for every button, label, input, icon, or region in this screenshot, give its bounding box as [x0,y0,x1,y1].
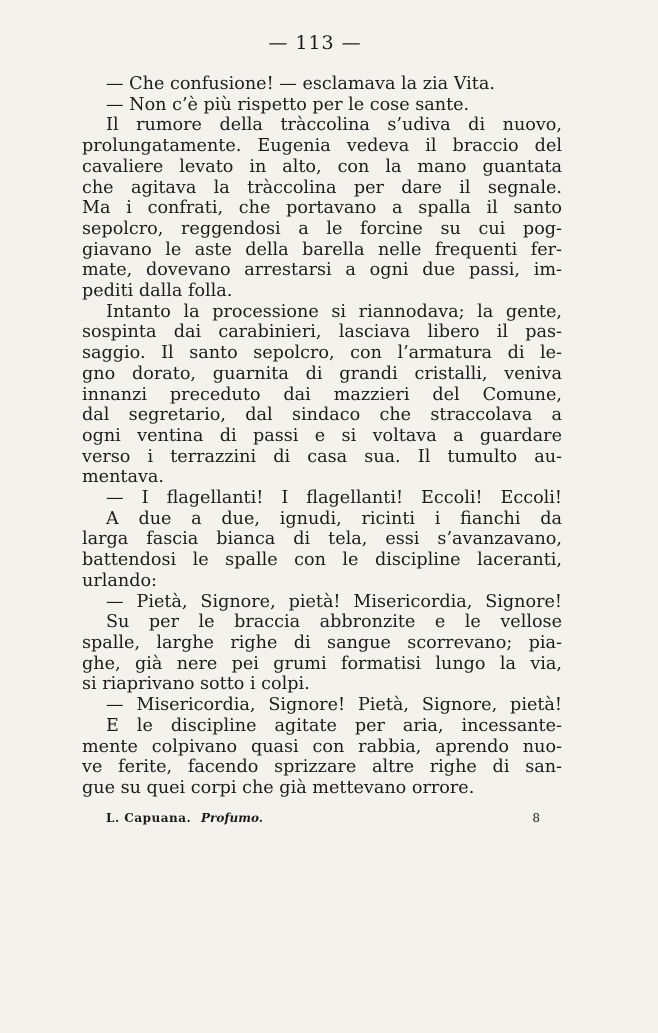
text-line: sospinta dai carabinieri, lasciava libero il pas- [82,322,562,343]
signature-mark: 8 [532,810,540,825]
text-line: verso i terrazzini di casa sua. Il tumulto au- [82,446,562,467]
text-line: larga fascia bianca di tela, essi s’avanzavano, [82,529,562,550]
text-line: Il rumore della tràccolina s’udiva di nuovo, [106,115,562,136]
footer-credit [106,811,263,825]
text-line: si riaprivano sotto i colpi. [82,674,310,695]
text-line: ogni ventina di passi e si voltava a guardare [82,425,562,446]
text-line: Intanto la processione si riannodava; la gente, [106,301,562,322]
text-line: — I flagellanti! I flagellanti! Eccoli! Eccoli! [106,488,562,509]
text-line: giavano le aste della barella nelle frequenti fer- [82,239,562,260]
body-text [82,74,562,799]
text-line: mentava. [82,467,165,488]
text-line: che agitava la tràccolina per dare il segnale. [82,177,562,198]
page-number: — 113 — [268,32,362,54]
text-line: E le discipline agitate per aria, incessante- [106,715,562,736]
text-line: cavaliere levato in alto, con la mano guantata [82,156,562,177]
page-footer [82,811,562,825]
text-line: innanzi preceduto dai mazzieri del Comune, [82,384,562,405]
text-line: — Che confusione! — esclamava la zia Vita. [106,74,495,94]
text-line: Ma i confrati, che portavano a spalla il santo [82,198,562,219]
text-line: mente colpivano quasi con rabbia, aprendo nuo- [82,736,562,757]
text-line: dal segretario, dal sindaco che straccolava a [82,405,562,426]
footer-title: Profumo. [201,810,263,825]
text-line: battendosi le spalle con le discipline laceranti, [82,550,562,571]
text-line: — Pietà, Signore, pietà! Misericordia, Signore! [106,591,562,612]
text-line: pediti dalla folla. [82,281,233,302]
text-line: — Misericordia, Signore! Pietà, Signore, pietà! [106,695,562,716]
text-line: gue su quei corpi che già mettevano orrore. [82,777,475,798]
text-line: Su per le braccia abbronzite e le vellose [106,612,562,633]
text-line: sepolcro, reggendosi a le forcine su cui pog- [82,218,562,239]
text-line: A due a due, ignudi, ricinti i fianchi da [106,508,562,529]
text-line: spalle, larghe righe di sangue scorrevano; pia- [82,632,562,653]
text-line: — Non c’è più rispetto per le cose sante. [106,94,470,115]
text-line: urlando: [82,570,157,591]
footer-author: L. Capuana. [106,810,192,825]
text-line: prolungatamente. Eugenia vedeva il braccio del [82,136,562,157]
text-line: saggio. Il santo sepolcro, con l’armatura di le- [82,343,562,364]
text-line: ghe, già nere pei grumi formatisi lungo la via, [82,653,562,674]
text-line: ve ferite, facendo sprizzare altre righe di san- [82,757,562,778]
text-line: mate, dovevano arrestarsi a ogni due passi, im- [82,260,562,281]
text-line: gno dorato, guarnita di grandi cristalli, veniva [82,363,562,384]
